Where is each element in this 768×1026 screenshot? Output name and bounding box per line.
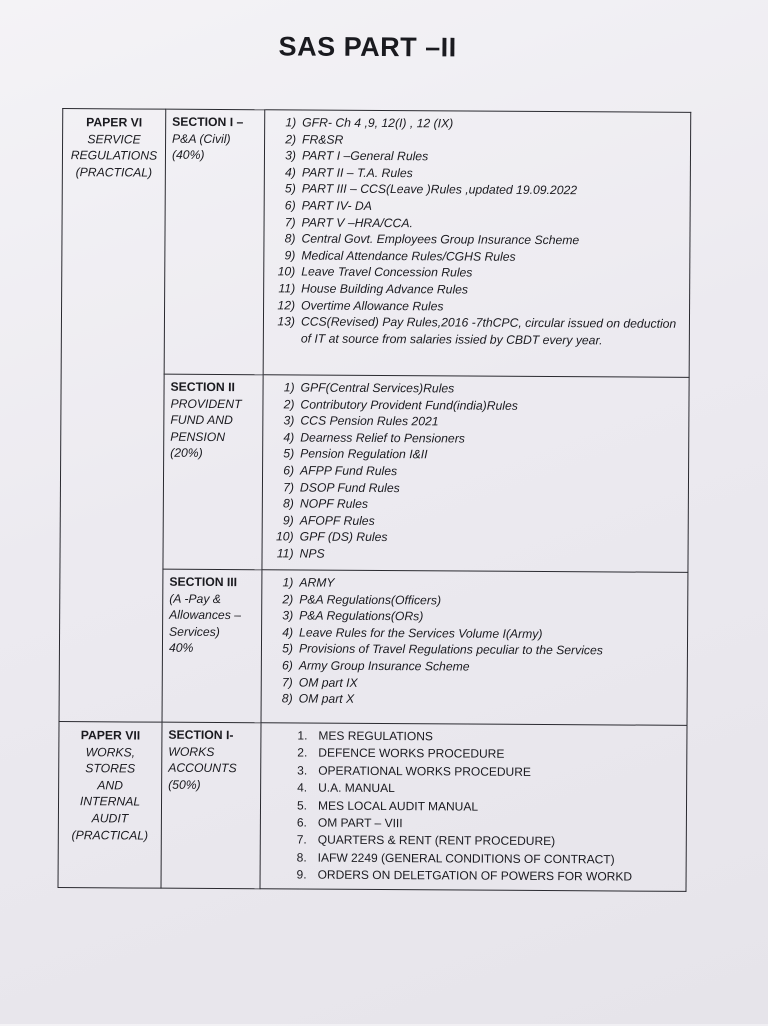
- topic-text: Central Govt. Employees Group Insurance Scheme: [301, 231, 580, 248]
- topic-number: 8.: [296, 850, 307, 865]
- section-cell: [161, 722, 261, 888]
- section-line: PROVIDENT: [170, 396, 242, 411]
- topic-text: GFR- Ch 4 ,9, 12(I) , 12 (IX): [302, 115, 454, 131]
- topic-number: 4): [282, 625, 294, 640]
- topic-item: [267, 867, 680, 887]
- topic-text: QUARTERS & RENT (RENT PROCEDURE): [317, 833, 556, 849]
- topic-list: [268, 379, 682, 564]
- section-cell: [163, 374, 263, 570]
- section-line: ACCOUNTS: [168, 760, 237, 776]
- topic-text: MES REGULATIONS: [318, 728, 433, 744]
- topic-text: Army Group Insurance Scheme: [298, 658, 470, 674]
- topic-number: 8): [284, 231, 296, 246]
- topic-number: 2.: [297, 745, 308, 760]
- topic-list: [270, 114, 684, 349]
- topic-text: GPF(Central Services)Rules: [300, 380, 455, 396]
- section-cell: [164, 109, 265, 375]
- topic-number: 3): [282, 608, 294, 623]
- topic-text: U.A. MANUAL: [318, 780, 395, 796]
- topic-text: GPF (DS) Rules: [299, 529, 388, 545]
- topic-text: CCS(Revised) Pay Rules,2016 -7thCPC, circular issued on deduction of IT at source from salaries issied by CBDT every year.: [300, 314, 677, 348]
- topic-number: 3.: [297, 763, 308, 778]
- section-label: SECTION I-: [168, 727, 234, 743]
- paper-vii-cell: [58, 722, 162, 888]
- topic-number: 11): [278, 281, 296, 296]
- topic-text: NPS: [299, 546, 325, 561]
- topic-number: 7): [281, 674, 293, 690]
- topic-text: House Building Advance Rules: [301, 281, 469, 297]
- section-line: Allowances –: [169, 607, 242, 623]
- topic-text: DSOP Fund Rules: [299, 480, 400, 495]
- section-line: (40%): [171, 147, 205, 163]
- topic-text: Leave Travel Concession Rules: [301, 264, 473, 280]
- topic-number: 8): [281, 691, 293, 706]
- topic-item: [268, 545, 681, 564]
- topic-text: P&A Regulations(Officers): [299, 592, 442, 607]
- paper-label: PAPER VI: [86, 115, 143, 130]
- section-line: (20%): [170, 446, 203, 461]
- topics-cell: [263, 110, 691, 378]
- topic-number: 7): [284, 214, 296, 230]
- section-line: PENSION: [170, 429, 226, 444]
- topic-number: 7): [283, 479, 294, 495]
- section-line: FUND AND: [170, 412, 233, 428]
- topic-text: IAFW 2249 (GENERAL CONDITIONS OF CONTRACT): [317, 850, 615, 867]
- topic-text: PART IV- DA: [301, 198, 372, 213]
- topic-number: 9): [284, 248, 296, 263]
- topic-text: AFPP Fund Rules: [300, 463, 398, 479]
- topic-number: 1.: [297, 728, 308, 743]
- section-line: Services): [169, 624, 220, 639]
- topic-number: 5.: [296, 798, 308, 813]
- topic-number: 1): [283, 380, 295, 395]
- topic-number: 2): [285, 132, 297, 147]
- topic-number: 7.: [296, 832, 307, 847]
- paper-subtitle-line: REGULATIONS: [70, 148, 158, 163]
- topic-number: 6): [283, 463, 295, 478]
- syllabus-table: [58, 108, 692, 891]
- topic-text: PART V –HRA/CCA.: [301, 215, 413, 230]
- section-line: (A -Pay &: [169, 591, 222, 606]
- topic-text: ARMY: [299, 575, 335, 590]
- topic-text: PART I –General Rules: [301, 148, 429, 164]
- topic-number: 13): [277, 314, 296, 329]
- topic-text: OM part X: [298, 691, 355, 707]
- paper-subtitle-line: WORKS,: [85, 744, 136, 760]
- topic-text: OM part IX: [298, 675, 358, 690]
- section-label: SECTION I –: [172, 114, 244, 130]
- topic-number: 2): [282, 592, 294, 607]
- topic-number: 4): [284, 165, 296, 180]
- topic-number: 5): [284, 181, 296, 196]
- topic-list: [268, 574, 682, 709]
- topic-number: 6): [284, 198, 296, 213]
- topic-text: OPERATIONAL WORKS PROCEDURE: [318, 763, 531, 779]
- topic-text: NOPF Rules: [299, 496, 369, 512]
- topic-text: PART III – CCS(Leave )Rules ,updated 19.09.2022: [301, 181, 578, 198]
- topic-text: Dearness Relief to Pensioners: [300, 430, 465, 446]
- topic-text: P&A Regulations(ORs): [299, 608, 424, 624]
- topic-list: [267, 727, 681, 886]
- topic-number: 2): [283, 397, 295, 412]
- topic-text: CCS Pension Rules 2021: [300, 413, 439, 429]
- topic-text: DEFENCE WORKS PROCEDURE: [318, 746, 505, 762]
- topic-text: Medical Attendance Rules/CGHS Rules: [301, 248, 516, 264]
- topic-item: [270, 313, 683, 349]
- topic-number: 6): [281, 658, 293, 673]
- paper-subtitle-line: AUDIT: [91, 811, 129, 826]
- topic-number: 1): [285, 115, 297, 130]
- topic-number: 9): [282, 513, 294, 528]
- paper-subtitle-line: AND: [97, 778, 124, 793]
- section-cell: [162, 569, 262, 723]
- topic-text: FR&SR: [302, 132, 344, 147]
- paper-subtitle-line: (PRACTICAL): [71, 827, 149, 843]
- topic-item: [268, 690, 681, 709]
- paper-subtitle-line: INTERNAL: [79, 794, 141, 809]
- topic-number: 5): [283, 446, 295, 461]
- topic-text: Contributory Provident Fund(india)Rules: [300, 397, 518, 413]
- topic-number: 10): [277, 264, 296, 279]
- paper-label: PAPER VII: [80, 728, 141, 743]
- topics-cell: [261, 570, 688, 726]
- topic-text: ORDERS ON DELETGATION OF POWERS FOR WORKD: [317, 867, 633, 884]
- topic-number: 3): [283, 413, 295, 428]
- topic-text: AFOPF Rules: [299, 513, 375, 528]
- paper-vi-cell: [59, 109, 166, 723]
- topic-number: 10): [275, 529, 294, 544]
- section-line: (50%): [168, 777, 201, 792]
- section-line: 40%: [168, 641, 194, 656]
- topics-cell: [262, 375, 689, 573]
- paper-subtitle-line: (PRACTICAL): [75, 164, 153, 180]
- topic-number: 6.: [296, 815, 307, 830]
- section-label: SECTION III: [169, 574, 238, 590]
- table-row: [61, 109, 691, 378]
- topic-text: Leave Rules for the Services Volume I(Army): [299, 625, 543, 641]
- topic-number: 5): [282, 641, 294, 656]
- page-title: SAS PART –II: [278, 31, 457, 63]
- topic-number: 12): [277, 297, 296, 313]
- topics-cell: [260, 723, 687, 891]
- topic-number: 3): [285, 148, 297, 163]
- section-label: SECTION II: [170, 379, 235, 395]
- topic-text: Overtime Allowance Rules: [301, 298, 444, 313]
- paper-subtitle-line: STORES: [85, 761, 136, 776]
- topic-number: 4): [283, 430, 295, 445]
- paper-subtitle-line: SERVICE: [87, 131, 141, 147]
- section-line: WORKS: [168, 744, 215, 759]
- section-line: P&A (Civil): [172, 131, 231, 146]
- topic-text: Pension Regulation I&II: [300, 446, 428, 462]
- topic-text: OM PART – VIII: [317, 815, 403, 831]
- table-row: [58, 722, 687, 891]
- topic-number: 11): [276, 546, 294, 561]
- topic-number: 4.: [297, 780, 308, 795]
- topic-text: MES LOCAL AUDIT MANUAL: [317, 798, 479, 814]
- topic-number: 1): [282, 575, 294, 590]
- topic-text: PART II – T.A. Rules: [301, 165, 413, 180]
- topic-text: Provisions of Travel Regulations peculiar to the Services: [298, 641, 603, 658]
- topic-number: 9.: [296, 867, 307, 882]
- topic-number: 8): [282, 496, 294, 511]
